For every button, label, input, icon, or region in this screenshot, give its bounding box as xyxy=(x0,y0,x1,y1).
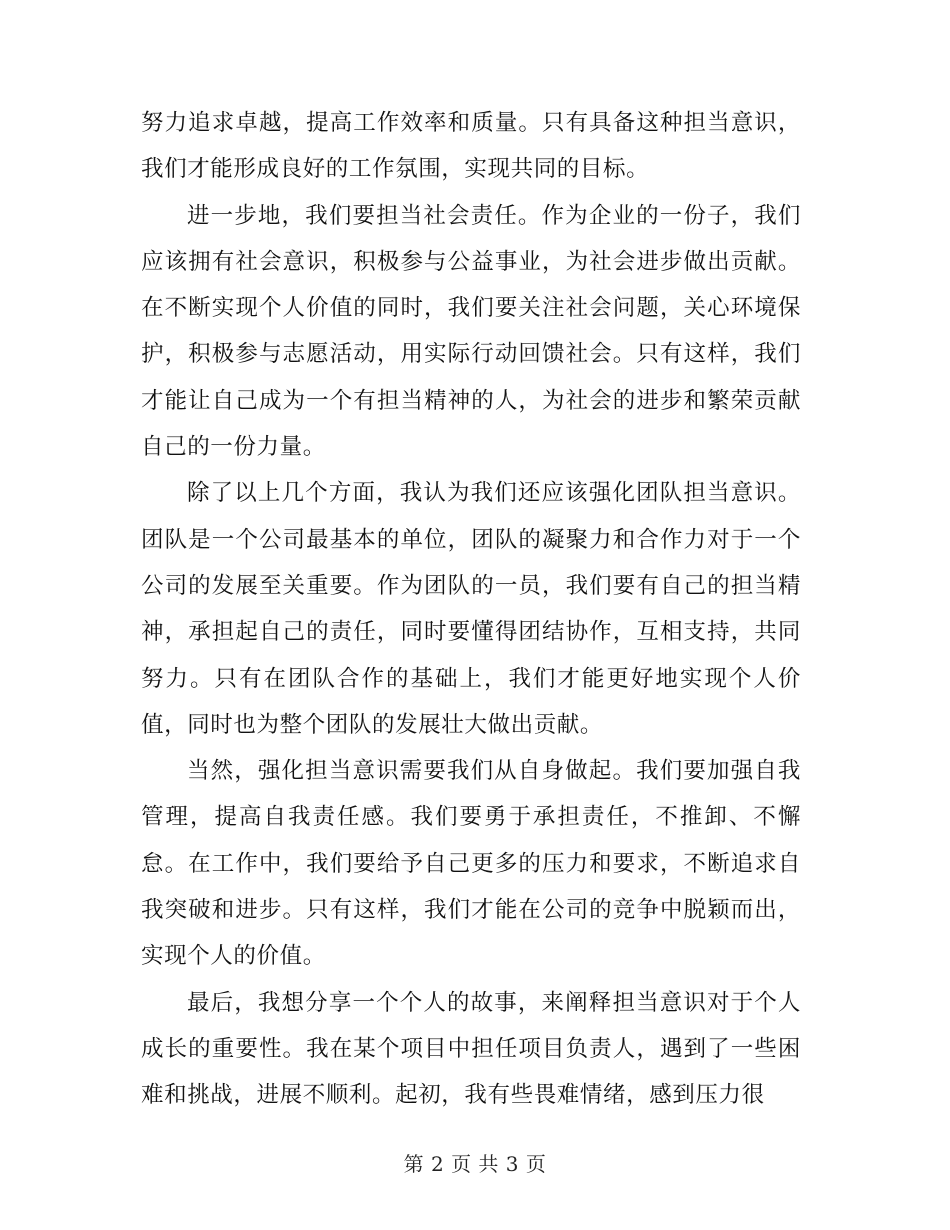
body-text xyxy=(141,100,801,1119)
paragraph-3: 除了以上几个方面，我认为我们还应该强化团队担当意识。团队是一个公司最基本的单位，团队的凝聚力和合作力对于一个公司的发展至关重要。作为团队的一员，我们要有自己的担当精神，承担起自己的责任，同时要懂得团结协作，互相支持，共同努力。只有在团队合作的基础上，我们才能更好地实现个人价值，同时也为整个团队的发展壮大做出贡献。 xyxy=(141,480,801,738)
paragraph-4: 当然，强化担当意识需要我们从自身做起。我们要加强自我管理，提高自我责任感。我们要勇于承担责任，不推卸、不懈怠。在工作中，我们要给予自己更多的压力和要求，不断追求自我突破和进步。只有这样，我们才能在公司的竞争中脱颖而出，实现个人的价值。 xyxy=(141,758,801,970)
paragraph-2: 进一步地，我们要担当社会责任。作为企业的一份子，我们应该拥有社会意识，积极参与公益事业，为社会进步做出贡献。在不断实现个人价值的同时，我们要关注社会问题，关心环境保护，积极参与志愿活动，用实际行动回馈社会。只有这样，我们才能让自己成为一个有担当精神的人，为社会的进步和繁荣贡献自己的一份力量。 xyxy=(141,202,801,461)
page-number-footer: 第 2 页 共 3 页 xyxy=(403,1152,547,1176)
paragraph-5: 最后，我想分享一个个人的故事，来阐释担当意识对于个人成长的重要性。我在某个项目中担任项目负责人，遇到了一些困难和挑战，进展不顺利。起初，我有些畏难情绪，感到压力很 xyxy=(141,989,801,1109)
paragraph-1: 努力追求卓越，提高工作效率和质量。只有具备这种担当意识，我们才能形成良好的工作氛围，实现共同的目标。 xyxy=(141,110,801,183)
